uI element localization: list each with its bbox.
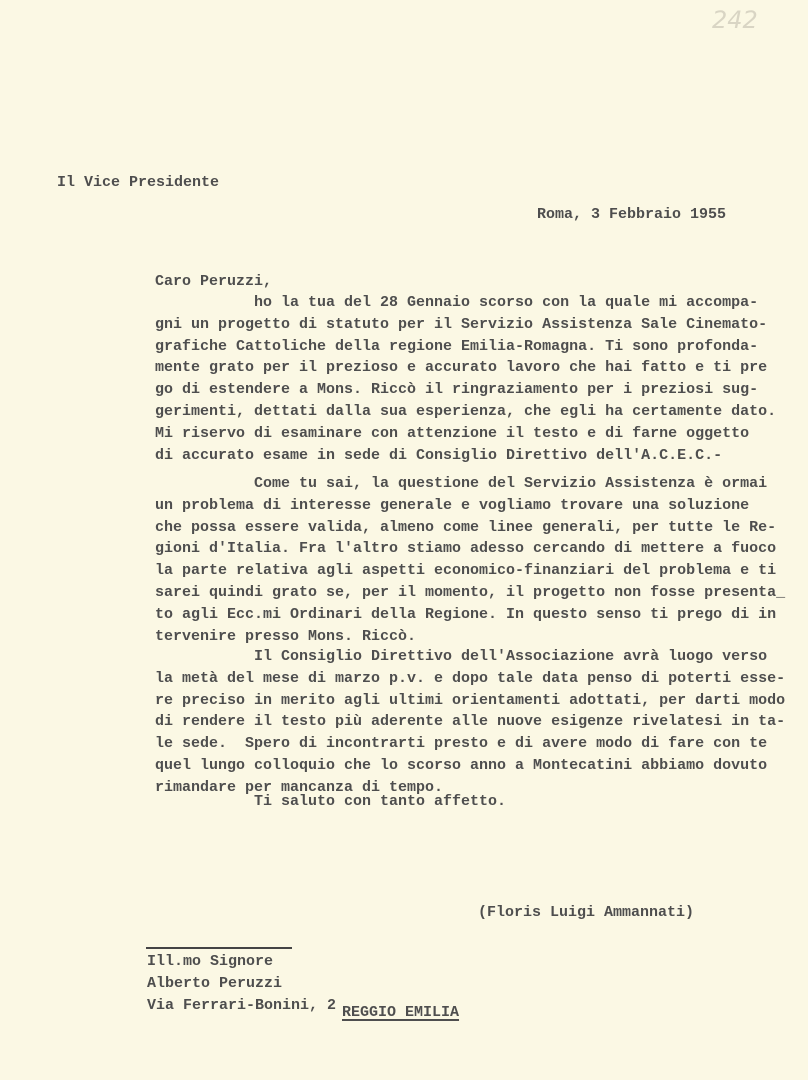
text-line: Il Consiglio Direttivo dell'Associazione avrà luogo verso — [155, 648, 768, 665]
paragraph-1 — [155, 292, 776, 466]
paragraph-closing — [155, 791, 506, 813]
text-line: quel lungo colloquio che lo scorso anno a Montecatini abbiamo dovuto — [155, 756, 768, 774]
text-line: gerimenti, dettati dalla sua esperienza, che egli ha certamente dato. — [155, 402, 777, 420]
sender-title: Il Vice Presidente — [57, 174, 220, 191]
text-line: Ill.mo Signore — [147, 953, 274, 970]
text-line: gioni d'Italia. Fra l'altro stiamo adesso cercando di mettere a fuoco — [155, 540, 777, 558]
text-line: ho la tua del 28 Gennaio scorso con la quale mi accompa- — [155, 294, 759, 311]
text-line: la metà del mese di marzo p.v. e dopo tale data penso di poterti esse- — [155, 669, 786, 687]
text-line: un problema di interesse generale e vogliamo trovare una soluzione — [155, 496, 750, 514]
text-line: Ti saluto con tanto affetto. — [155, 793, 507, 810]
place-date: Roma, 3 Febbraio 1955 — [537, 206, 727, 223]
text-line: di rendere il testo più aderente alle nuove esigenze rivelatesi in ta- — [155, 713, 786, 731]
text-line: gni un progetto di statuto per il Servizio Assistenza Sale Cinemato- — [155, 315, 768, 333]
signature: (Floris Luigi Ammannati) — [478, 904, 695, 921]
text-line: mente grato per il prezioso e accurato lavoro che hai fatto e ti pre — [155, 359, 768, 377]
text-line: sarei quindi grato se, per il momento, il progetto non fosse presenta_ — [155, 583, 786, 601]
archive-pencil-mark: 242 — [712, 6, 758, 34]
paragraph-2 — [155, 473, 785, 647]
salutation: Caro Peruzzi, — [155, 273, 273, 290]
text-line: che possa essere valida, almeno come linee generali, per tutte le Re- — [155, 518, 777, 536]
recipient-address — [147, 951, 336, 1016]
text-line: la parte relativa agli aspetti economico-finanziari del problema e ti — [155, 562, 777, 580]
paragraph-3 — [155, 646, 785, 799]
text-line: grafiche Cattoliche della regione Emilia-Romagna. Ti sono profonda- — [155, 337, 759, 355]
text-line: to agli Ecc.mi Ordinari della Regione. In questo senso ti prego di in — [155, 605, 777, 623]
text-line: Alberto Peruzzi — [147, 974, 283, 992]
text-line: tervenire presso Mons. Riccò. — [155, 627, 417, 645]
text-line: di accurato esame in sede di Consiglio Direttivo dell'A.C.E.C.- — [155, 446, 723, 464]
address-rule — [146, 947, 292, 949]
text-line: Mi riservo di esaminare con attenzione il testo e di farne oggetto — [155, 424, 750, 442]
text-line: Via Ferrari-Bonini, 2 — [147, 996, 337, 1014]
text-line: le sede. Spero di incontrarti presto e di avere modo di fare con te — [155, 735, 768, 753]
text-line: re preciso in merito agli ultimi orientamenti adottati, per darti modo — [155, 691, 786, 709]
text-line: rimandare per mancanza di tempo. — [155, 778, 444, 796]
text-line: go di estendere a Mons. Riccò il ringraziamento per i preziosi sug- — [155, 381, 759, 399]
recipient-city: REGGIO EMILIA — [342, 1004, 460, 1021]
text-line: Come tu sai, la questione del Servizio Assistenza è ormai — [155, 475, 768, 492]
